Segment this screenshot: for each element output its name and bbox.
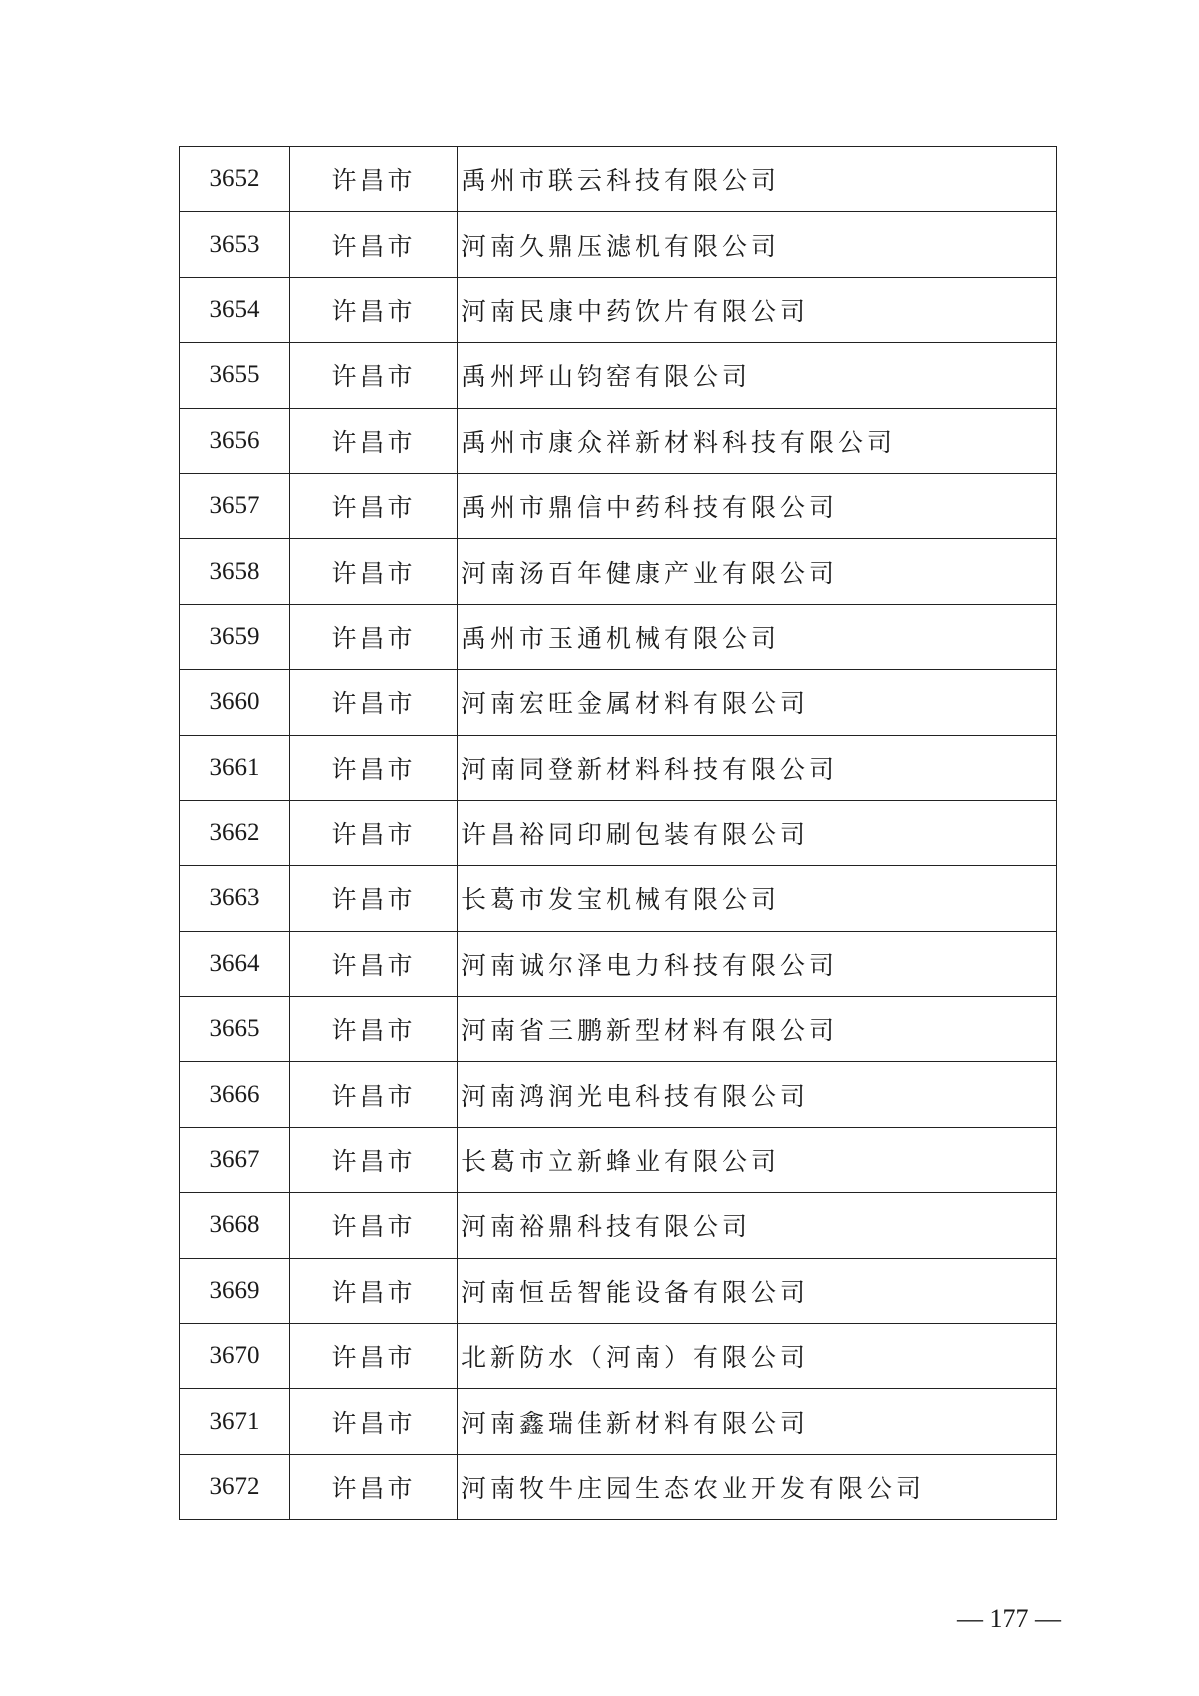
company-name-cell: 禹州市玉通机械有限公司 — [458, 604, 1057, 669]
table-row — [180, 147, 1057, 212]
company-name-cell: 北新防水（河南）有限公司 — [458, 1324, 1057, 1389]
row-number-cell: 3657 — [180, 473, 290, 538]
company-name-cell: 河南恒岳智能设备有限公司 — [458, 1258, 1057, 1323]
company-name-cell: 河南久鼎压滤机有限公司 — [458, 212, 1057, 277]
company-name-cell: 禹州市鼎信中药科技有限公司 — [458, 473, 1057, 538]
city-cell: 许昌市 — [290, 539, 458, 604]
row-number-cell: 3664 — [180, 931, 290, 996]
row-number-cell: 3660 — [180, 670, 290, 735]
city-cell: 许昌市 — [290, 1193, 458, 1258]
city-cell: 许昌市 — [290, 1454, 458, 1519]
row-number-cell: 3669 — [180, 1258, 290, 1323]
city-cell: 许昌市 — [290, 931, 458, 996]
row-number-cell: 3658 — [180, 539, 290, 604]
table-row — [180, 343, 1057, 408]
city-cell: 许昌市 — [290, 866, 458, 931]
city-cell: 许昌市 — [290, 735, 458, 800]
row-number-cell: 3653 — [180, 212, 290, 277]
table-row — [180, 670, 1057, 735]
company-name-cell: 长葛市立新蜂业有限公司 — [458, 1127, 1057, 1192]
table-row — [180, 1324, 1057, 1389]
table-row — [180, 1062, 1057, 1127]
city-cell: 许昌市 — [290, 1389, 458, 1454]
company-name-cell: 河南牧牛庄园生态农业开发有限公司 — [458, 1454, 1057, 1519]
city-cell: 许昌市 — [290, 1062, 458, 1127]
city-cell: 许昌市 — [290, 147, 458, 212]
row-number-cell: 3671 — [180, 1389, 290, 1454]
table-row — [180, 866, 1057, 931]
table-row — [180, 931, 1057, 996]
city-cell: 许昌市 — [290, 473, 458, 538]
table-row — [180, 997, 1057, 1062]
city-cell: 许昌市 — [290, 997, 458, 1062]
row-number-cell: 3655 — [180, 343, 290, 408]
city-cell: 许昌市 — [290, 1127, 458, 1192]
company-name-cell: 长葛市发宝机械有限公司 — [458, 866, 1057, 931]
table-row — [180, 473, 1057, 538]
table-row — [180, 1127, 1057, 1192]
table-body — [180, 147, 1057, 1520]
city-cell: 许昌市 — [290, 1324, 458, 1389]
company-name-cell: 河南鑫瑞佳新材料有限公司 — [458, 1389, 1057, 1454]
company-name-cell: 禹州市康众祥新材料科技有限公司 — [458, 408, 1057, 473]
row-number-cell: 3654 — [180, 277, 290, 342]
company-table — [179, 146, 1057, 1520]
company-name-cell: 河南裕鼎科技有限公司 — [458, 1193, 1057, 1258]
row-number-cell: 3666 — [180, 1062, 290, 1127]
row-number-cell: 3670 — [180, 1324, 290, 1389]
row-number-cell: 3672 — [180, 1454, 290, 1519]
company-name-cell: 许昌裕同印刷包装有限公司 — [458, 800, 1057, 865]
table-row — [180, 800, 1057, 865]
row-number-cell: 3663 — [180, 866, 290, 931]
table-row — [180, 1258, 1057, 1323]
city-cell: 许昌市 — [290, 670, 458, 735]
company-name-cell: 河南民康中药饮片有限公司 — [458, 277, 1057, 342]
row-number-cell: 3667 — [180, 1127, 290, 1192]
company-name-cell: 禹州市联云科技有限公司 — [458, 147, 1057, 212]
table-row — [180, 408, 1057, 473]
city-cell: 许昌市 — [290, 408, 458, 473]
company-name-cell: 河南鸿润光电科技有限公司 — [458, 1062, 1057, 1127]
row-number-cell: 3656 — [180, 408, 290, 473]
table-row — [180, 1454, 1057, 1519]
city-cell: 许昌市 — [290, 212, 458, 277]
row-number-cell: 3661 — [180, 735, 290, 800]
company-name-cell: 河南宏旺金属材料有限公司 — [458, 670, 1057, 735]
row-number-cell: 3659 — [180, 604, 290, 669]
company-name-cell: 河南汤百年健康产业有限公司 — [458, 539, 1057, 604]
page-number: — 177 — — [957, 1604, 1061, 1633]
row-number-cell: 3665 — [180, 997, 290, 1062]
city-cell: 许昌市 — [290, 800, 458, 865]
row-number-cell: 3668 — [180, 1193, 290, 1258]
table-row — [180, 1389, 1057, 1454]
city-cell: 许昌市 — [290, 277, 458, 342]
table-row — [180, 277, 1057, 342]
table-row — [180, 604, 1057, 669]
table-row — [180, 1193, 1057, 1258]
company-name-cell: 河南同登新材料科技有限公司 — [458, 735, 1057, 800]
row-number-cell: 3652 — [180, 147, 290, 212]
company-name-cell: 河南省三鹏新型材料有限公司 — [458, 997, 1057, 1062]
company-name-cell: 禹州坪山钧窑有限公司 — [458, 343, 1057, 408]
table-row — [180, 539, 1057, 604]
city-cell: 许昌市 — [290, 343, 458, 408]
row-number-cell: 3662 — [180, 800, 290, 865]
table-row — [180, 735, 1057, 800]
city-cell: 许昌市 — [290, 604, 458, 669]
city-cell: 许昌市 — [290, 1258, 458, 1323]
company-name-cell: 河南诚尔泽电力科技有限公司 — [458, 931, 1057, 996]
table-row — [180, 212, 1057, 277]
